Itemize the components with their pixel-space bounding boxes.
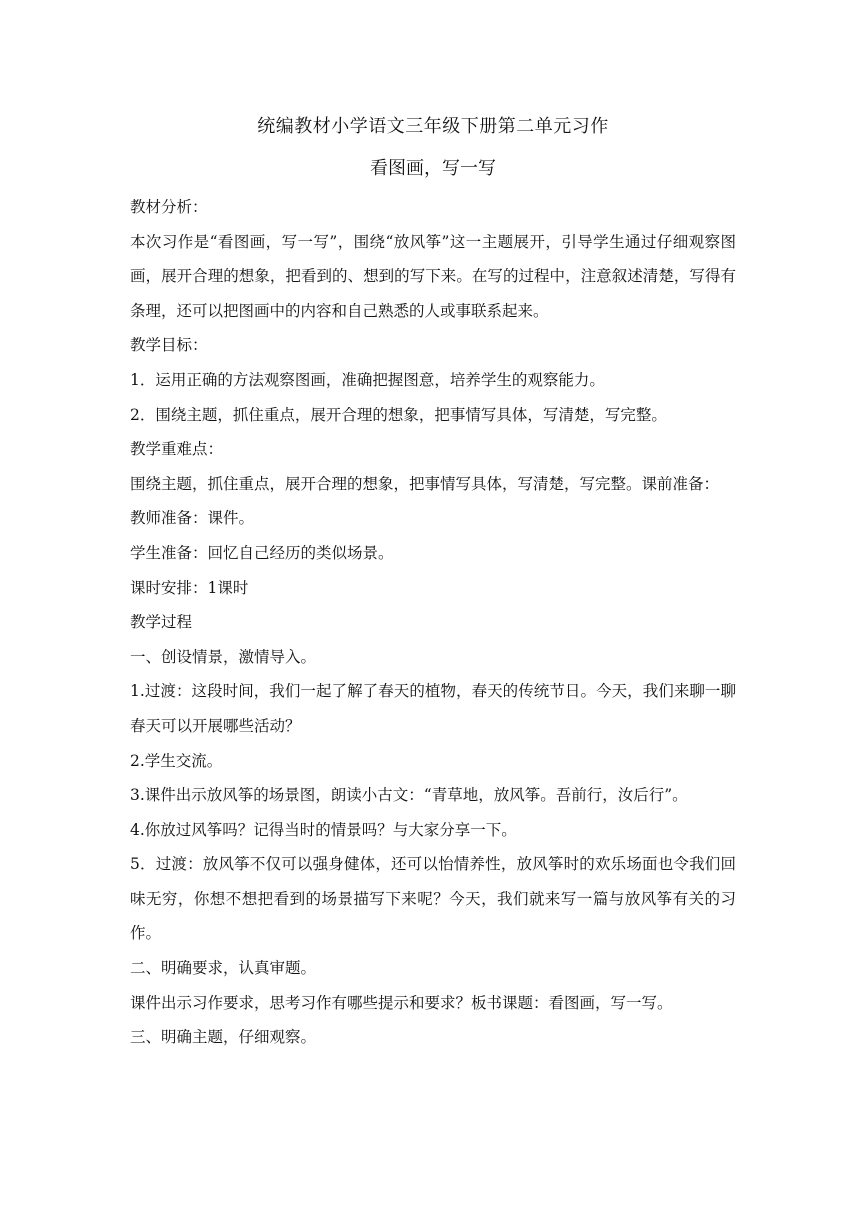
process-step-1-heading: 一、创设情景，激情导入。 bbox=[130, 647, 317, 666]
analysis-paragraph: 本次习作是“看图画，写一写”，围绕“放风筝”这一主题展开，引导学生通过仔细观察图画，展开合理的想象，把看到的、想到的写下来。在写的过程中，注意叙述清楚，写得有条理，还可以把图画中的内容和自己熟悉的人或事联系起来。 bbox=[130, 232, 736, 320]
goal-item-2: 2．围绕主题，抓住重点，展开合理的想象，把事情写具体，写清楚，写完整。 bbox=[130, 405, 667, 424]
process-step-2-heading: 二、明确要求，认真审题。 bbox=[130, 959, 317, 978]
goal-item-1: 1．运用正确的方法观察图画，准确把握图意，培养学生的观察能力。 bbox=[130, 370, 605, 389]
process-item-2: 2.学生交流。 bbox=[130, 751, 223, 770]
section-heading-analysis: 教材分析： bbox=[130, 198, 208, 216]
process-item-4: 4.你放过风筝吗？记得当时的情景吗？与大家分享一下。 bbox=[130, 820, 517, 839]
document-title: 统编教材小学语文三年级下册第二单元习作 bbox=[257, 116, 609, 137]
process-step-3-heading: 三、明确主题，仔细观察。 bbox=[130, 1028, 317, 1047]
key-points-paragraph: 围绕主题，抓住重点，展开合理的想象，把事情写具体，写清楚，写完整。课前准备： bbox=[130, 474, 720, 493]
process-step-2-paragraph: 课件出示习作要求，思考习作有哪些提示和要求？板书课题：看图画，写一写。 bbox=[130, 993, 673, 1012]
section-heading-goals: 教学目标： bbox=[130, 336, 208, 355]
section-heading-process: 教学过程 bbox=[130, 613, 193, 632]
document-subtitle: 看图画，写一写 bbox=[370, 158, 496, 179]
process-item-3: 3.课件出示放风筝的场景图，朗读小古文：“青草地，放风筝。吾前行，汝后行”。 bbox=[130, 786, 688, 805]
section-heading-key-points: 教学重难点： bbox=[130, 440, 224, 459]
teacher-preparation: 教师准备：课件。 bbox=[130, 509, 255, 528]
student-preparation: 学生准备：回忆自己经历的类似场景。 bbox=[130, 543, 394, 562]
process-item-5: 5．过渡：放风筝不仅可以强身健体，还可以怡情养性，放风筝时的欢乐场面也令我们回味无穷，你想不想把看到的场景描写下来呢？今天，我们就来写一篇与放风筝有关的习作。 bbox=[130, 855, 736, 943]
class-schedule: 课时安排：1课时 bbox=[130, 578, 249, 597]
process-item-1: 1.过渡：这段时间，我们一起了解了春天的植物，春天的传统节日。今天，我们来聊一聊春天可以开展哪些活动？ bbox=[130, 682, 736, 735]
document-body bbox=[130, 106, 736, 1055]
